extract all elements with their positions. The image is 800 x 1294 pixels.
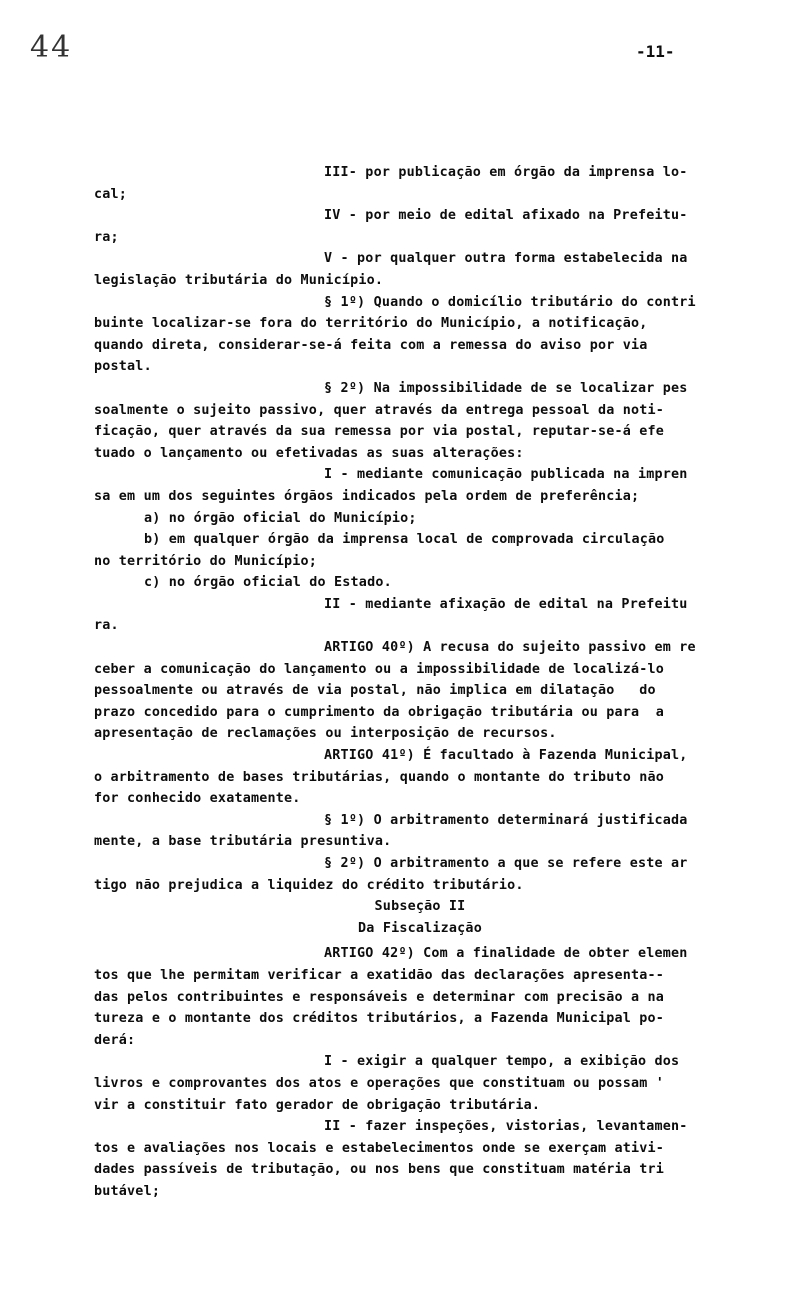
text-line: tigo não prejudica a liquidez do crédito tributário. <box>94 877 524 893</box>
text-line: ficação, quer através da sua remessa por via postal, reputar-se-á efe <box>94 424 665 440</box>
text-line: prazo concedido para o cumprimento da obrigação tributária ou para a <box>94 704 665 720</box>
handwritten-page-number: 44 <box>30 30 73 65</box>
text-line: b) em qualquer órgão da imprensa local de comprovada circulação <box>144 532 665 548</box>
text-line: pessoalmente ou através de via postal, não implica em dilatação do <box>94 683 656 699</box>
text-line: ra. <box>94 618 119 634</box>
text-line: butável; <box>94 1183 161 1199</box>
text-line: tos e avaliações nos locais e estabelecimentos onde se exerçam ativi- <box>94 1140 665 1156</box>
text-line: ra; <box>94 229 119 245</box>
section-heading: Subseção II <box>374 899 466 915</box>
text-line: III- por publicação em órgão da imprensa lo- <box>324 165 688 180</box>
text-line: no território do Município; <box>94 553 318 569</box>
text-line: for conhecido exatamente. <box>94 791 301 807</box>
text-line: tuado o lançamento ou efetivadas as suas alterações: <box>94 445 524 461</box>
text-line: § 2º) O arbitramento a que se refere este ar <box>324 856 688 871</box>
text-line: tureza e o montante dos créditos tributários, a Fazenda Municipal po- <box>94 1011 665 1027</box>
text-line: buinte localizar-se fora do território do Município, a notificação, <box>94 316 648 332</box>
text-line: cal; <box>94 186 128 202</box>
text-line: apresentação de reclamações ou interposição de recursos. <box>94 726 557 742</box>
document-body <box>94 162 746 1203</box>
text-line: c) no órgão oficial do Estado. <box>144 575 392 591</box>
text-line: § 1º) Quando o domicílio tributário do contri <box>324 294 696 310</box>
text-line: legislação tributária do Município. <box>94 272 384 288</box>
text-line: I - mediante comunicação publicada na impren <box>324 467 688 483</box>
text-line: postal. <box>94 359 152 375</box>
text-line: quando direta, considerar-se-á feita com a remessa do aviso por via <box>94 337 648 353</box>
text-line: das pelos contribuintes e responsáveis e determinar com precisão a na <box>94 989 665 1005</box>
text-line: II - fazer inspeções, vistorias, levantamen- <box>324 1119 688 1135</box>
typed-page-number: -11- <box>636 42 675 61</box>
text-line: ARTIGO 41º) É facultado à Fazenda Municipal, <box>324 748 688 764</box>
text-line: derá: <box>94 1032 136 1048</box>
text-line: V - por qualquer outra forma estabelecida na <box>324 251 688 267</box>
text-line: ARTIGO 40º) A recusa do sujeito passivo em re <box>324 640 696 656</box>
text-line: soalmente o sujeito passivo, quer através da entrega pessoal da noti- <box>94 402 665 418</box>
text-line: § 1º) O arbitramento determinará justificada <box>324 812 688 828</box>
text-line: ARTIGO 42º) Com a finalidade de obter elemen <box>324 946 688 962</box>
text-line: II - mediante afixação de edital na Prefeitu <box>324 596 688 612</box>
text-line: sa em um dos seguintes órgãos indicados pela ordem de preferência; <box>94 488 640 504</box>
text-line: a) no órgão oficial do Município; <box>144 510 417 526</box>
text-line: IV - por meio de edital afixado na Prefeitu- <box>324 208 688 224</box>
section-heading: Da Fiscalização <box>358 920 482 936</box>
text-line: vir a constituir fato gerador de obrigação tributária. <box>94 1097 541 1113</box>
text-line: tos que lhe permitam verificar a exatidão das declarações apresenta-- <box>94 967 665 983</box>
text-line: mente, a base tributária presuntiva. <box>94 834 392 850</box>
text-line: ceber a comunicação do lançamento ou a impossibilidade de localizá-lo <box>94 661 665 677</box>
text-line: § 2º) Na impossibilidade de se localizar pes <box>324 380 688 396</box>
text-line: o arbitramento de bases tributárias, quando o montante do tributo não <box>94 769 665 785</box>
text-line: I - exigir a qualquer tempo, a exibição dos <box>324 1054 680 1070</box>
text-line: livros e comprovantes dos atos e operações que constituam ou possam ' <box>94 1075 665 1091</box>
text-line: dades passíveis de tributação, ou nos bens que constituam matéria tri <box>94 1162 665 1178</box>
